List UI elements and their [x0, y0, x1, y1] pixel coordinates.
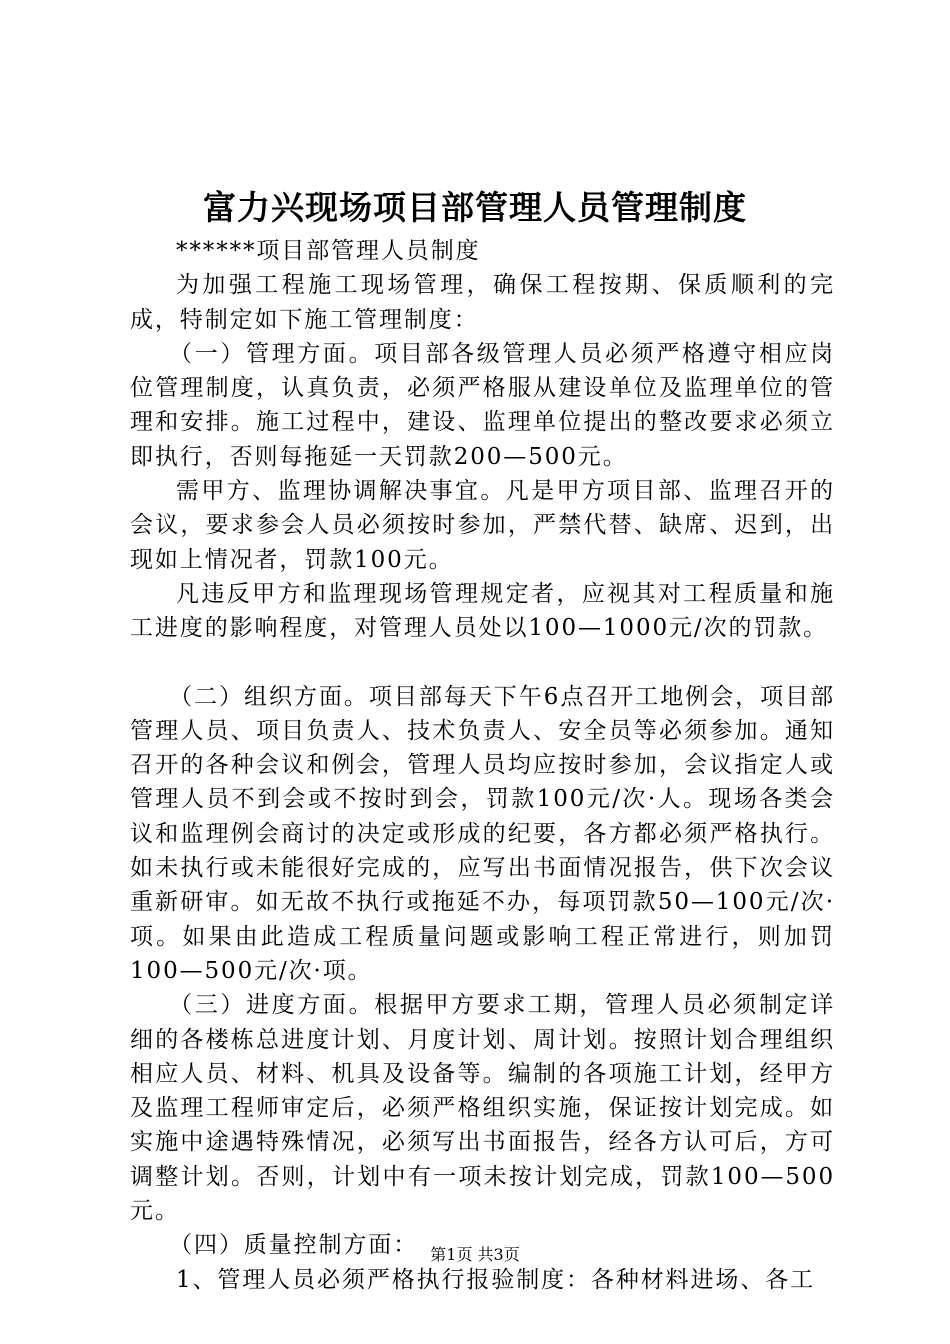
- document-body: [130, 234, 835, 1297]
- quality-item-1: 1、管理人员必须严格执行报验制度：各种材料进场、各工: [176, 1266, 816, 1293]
- intro-heading: ******项目部管理人员制度: [176, 238, 481, 264]
- section-management: （一）管理方面。项目部各级管理人员必须严格遵守相应岗位管理制度，认真负责，必须严格服从建设单位及监理单位的管理和安排。施工过程中，建设、监理单位提出的整改要求必须立即执行，否则每拖延一天罚款200—500元。: [130, 340, 835, 470]
- document-title: 富力兴现场项目部管理人员管理制度: [203, 188, 747, 227]
- section-quality-heading: （四）质量控制方面：: [169, 1232, 419, 1259]
- paragraph-violation: 凡违反甲方和监理现场管理规定者，应视其对工程质量和施工进度的影响程度，对管理人员处以100—1000元/次的罚款。: [130, 580, 835, 642]
- intro-paragraph: 为加强工程施工现场管理，确保工程按期、保质顺利的完成，特制定如下施工管理制度：: [130, 272, 835, 333]
- section-organization: （二）组织方面。项目部每天下午6点召开工地例会，项目部管理人员、项目负责人、技术负责人、安全员等必须参加。通知召开的各种会议和例会，管理人员均应按时参加，会议指定人或管理人员不到会或不按时到会，罚款100元/次·人。现场各类会议和监理例会商讨的决定或形成的纪要，各方都必须严格执行。如未执行或未能很好完成的，应写出书面情况报告，供下次会议重新研审。如无故不执行或拖延不办，每项罚款50—100元/次·项。如果由此造成工程质量问题或影响工程正常进行，则加罚100—500元/次·项。: [130, 683, 835, 984]
- paragraph-coordination: 需甲方、监理协调解决事宜。凡是甲方项目部、监理召开的会议，要求参会人员必须按时参加，严禁代替、缺席、迟到，出现如上情况者，罚款100元。: [130, 478, 835, 573]
- page-indicator: 第1页 共3页: [430, 1245, 520, 1264]
- section-progress: （三）进度方面。根据甲方要求工期，管理人员必须制定详细的各楼栋总进度计划、月度计划、周计划。按照计划合理组织相应人员、材料、机具及设备等。编制的各项施工计划，经甲方及监理工程师审定后，必须严格组织实施，保证按计划完成。如实施中途遇特殊情况，必须写出书面报告，经各方认可后，方可调整计划。否则，计划中有一项未按计划完成，罚款100—500元。: [130, 992, 835, 1225]
